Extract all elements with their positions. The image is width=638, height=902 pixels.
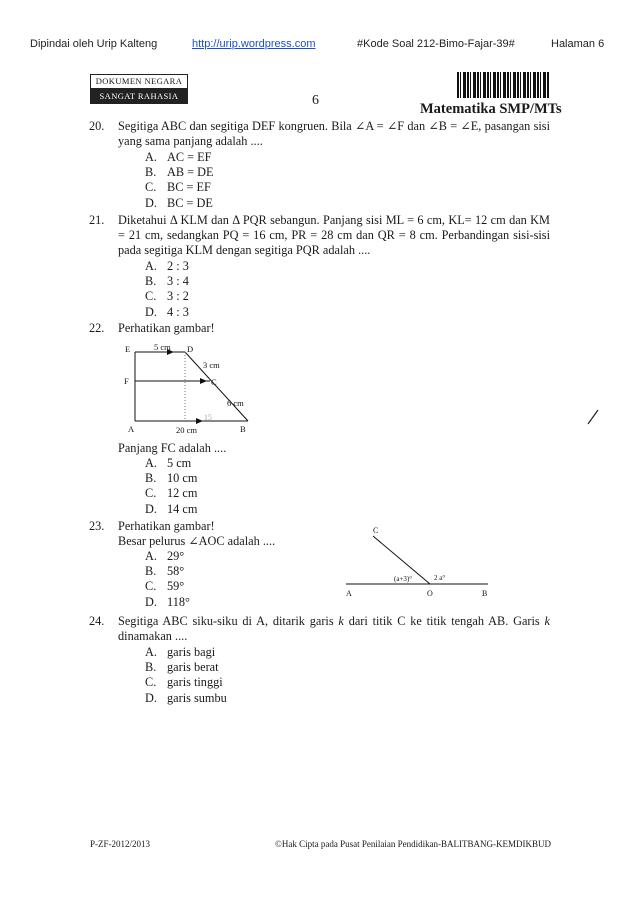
option[interactable]: B. 3 : 4: [145, 274, 189, 289]
label-dc-length: 3 cm: [203, 360, 220, 370]
option[interactable]: A. AC = EF: [145, 150, 212, 164]
label-a: A: [128, 424, 135, 434]
question-text: Segitiga ABC dan segitiga DEF kongruen. Bila ∠A = ∠F dan ∠B = ∠E, pasangan sisi yang sama panjang adalah ....: [118, 119, 550, 149]
label-a: A: [346, 589, 352, 598]
label-cb-length: 6 cm: [227, 398, 244, 408]
question-prompt: Besar pelurus ∠AOC adalah ....: [118, 534, 276, 548]
options-list: [145, 150, 214, 211]
source-link[interactable]: http://urip.wordpress.com: [192, 38, 316, 50]
label-c: C: [373, 526, 379, 535]
label-f: F: [124, 376, 129, 386]
option[interactable]: A. 29°: [145, 549, 185, 563]
label-top-length: 5 cm: [154, 342, 171, 352]
scribble-mark: 15: [204, 413, 212, 422]
option[interactable]: A. 2 : 3: [145, 259, 189, 273]
option[interactable]: B. 10 cm: [145, 471, 198, 486]
option[interactable]: A. garis bagi: [145, 645, 216, 659]
exam-code: #Kode Soal 212-Bimo-Fajar-39#: [357, 38, 515, 50]
footer-copyright: ©Hak Cipta pada Pusat Penilaian Pendidikan-BALITBANG-KEMDIKBUD: [275, 839, 552, 849]
question-prompt: Panjang FC adalah ....: [118, 441, 227, 455]
question-text: Perhatikan gambar!: [118, 519, 215, 533]
label-d: D: [187, 344, 194, 354]
question-text: Perhatikan gambar!: [118, 321, 215, 335]
trapezoid-figure: [110, 338, 260, 438]
options-list: [145, 645, 227, 706]
arrow-ab: [196, 418, 203, 424]
angle-figure: [336, 522, 496, 600]
pen-tick-mark: [586, 408, 600, 426]
label-o: O: [427, 589, 433, 598]
question-number: 24.: [89, 614, 105, 628]
source-url[interactable]: [192, 38, 316, 50]
page-label: Halaman 6: [551, 38, 605, 50]
option[interactable]: C. garis tinggi: [145, 675, 223, 690]
question-number: 23.: [89, 519, 105, 533]
option[interactable]: D. 118°: [145, 594, 190, 609]
label-b: B: [482, 589, 488, 598]
label-angle-aoc: (a+3)°: [394, 575, 413, 583]
question-text: Segitiga ABC siku-siku di A, ditarik garis k dari titik C ke titik tengah AB. Garis k dinamakan ....: [118, 614, 550, 644]
options-list: [145, 259, 189, 320]
scanned-by-label: Dipindai oleh Urip Kalteng: [30, 38, 158, 50]
option[interactable]: D. BC = DE: [145, 195, 213, 210]
stamp-sangat-rahasia: SANGAT RAHASIA: [90, 88, 188, 104]
option[interactable]: B. garis berat: [145, 660, 219, 675]
arrow-fc: [200, 378, 207, 384]
label-b: B: [240, 424, 246, 434]
label-angle-cob: 2 a°: [434, 574, 446, 582]
option[interactable]: B. AB = DE: [145, 165, 214, 180]
page-number: 6: [312, 93, 319, 108]
option[interactable]: D. garis sumbu: [145, 690, 227, 705]
question-number: 21.: [89, 213, 105, 227]
option[interactable]: C. 3 : 2: [145, 289, 189, 304]
option[interactable]: C. 59°: [145, 579, 185, 594]
stamp-dokumen-negara: DOKUMEN NEGARA: [90, 74, 188, 89]
subject-title: Matematika SMP/MTs: [420, 101, 562, 117]
label-c: C: [211, 377, 217, 387]
option[interactable]: D. 14 cm: [145, 501, 198, 516]
options-list: [145, 456, 197, 517]
options-list: [145, 549, 190, 610]
question-number: 22.: [89, 321, 105, 335]
option[interactable]: A. 5 cm: [145, 456, 192, 470]
question-text: Diketahui Δ KLM dan Δ PQR sebangun. Panjang sisi ML = 6 cm, KL= 12 cm dan KM = 21 cm, sedangkan PQ = 16 cm, PR = 28 cm dan QR = 8 cm. Perbandingan sisi-sisi pada segitiga KLM dengan segitiga PQR adalah ....: [118, 213, 550, 258]
label-e: E: [125, 344, 131, 354]
footer-code: P-ZF-2012/2013: [90, 839, 151, 849]
option[interactable]: B. 58°: [145, 564, 185, 579]
label-bottom-length: 20 cm: [176, 425, 198, 435]
question-number: 20.: [89, 119, 105, 133]
barcode-image: [457, 72, 549, 98]
option[interactable]: D. 4 : 3: [145, 304, 189, 319]
option[interactable]: C. 12 cm: [145, 486, 198, 501]
option[interactable]: C. BC = EF: [145, 180, 211, 195]
